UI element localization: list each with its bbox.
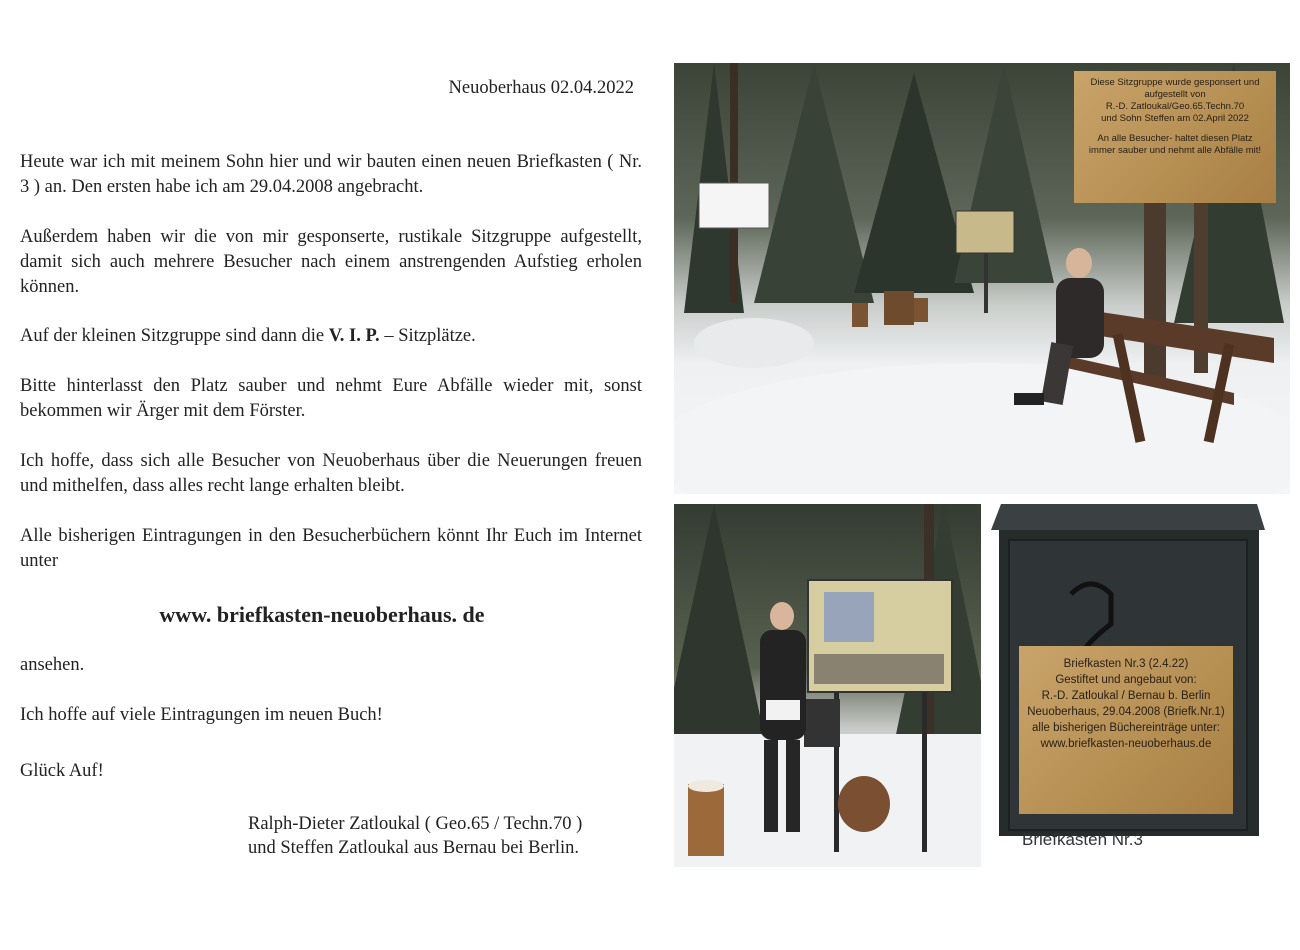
info-board-scene-illustration bbox=[674, 504, 981, 867]
mailbox-plaque-line-1: Briefkasten Nr.3 (2.4.22) bbox=[1063, 658, 1189, 670]
seating-group-plaque bbox=[1074, 71, 1276, 203]
photo-seating-group bbox=[674, 63, 1290, 494]
mailbox-caption: Briefkasten Nr.3 bbox=[1022, 830, 1143, 849]
seating-plaque-line-4: und Sohn Steffen am 02.April 2022 bbox=[1101, 113, 1249, 124]
website-url: www. briefkasten-neuoberhaus. de bbox=[159, 602, 485, 627]
date-line: Neuoberhaus 02.04.2022 bbox=[448, 78, 634, 98]
signature bbox=[248, 812, 668, 860]
signature-line-1: Ralph-Dieter Zatloukal ( Geo.65 / Techn.70 ) bbox=[248, 814, 583, 834]
seating-plaque-line-6: immer sauber und nehmt alle Abfälle mit! bbox=[1088, 145, 1262, 156]
mailbox-plaque-line-5: alle bisherigen Büchereinträge unter: bbox=[1032, 722, 1220, 734]
seating-plaque-line-2: aufgestellt von bbox=[1144, 89, 1206, 100]
vip-text-before: Auf der kleinen Sitzgruppe sind dann die bbox=[20, 326, 329, 346]
mailbox-plaque-line-6: www.briefkasten-neuoberhaus.de bbox=[1040, 738, 1212, 750]
seating-plaque-line-1: Diese Sitzgruppe wurde gesponsert und bbox=[1090, 77, 1260, 88]
photo-mailbox bbox=[991, 504, 1267, 840]
paragraph-keep-clean: Bitte hinterlasst den Platz sauber und nehmt Eure Abfälle wieder mit, sonst bekommen wir Ärger mit dem Förster. bbox=[20, 376, 642, 421]
mailbox-plaque bbox=[1019, 646, 1233, 814]
vip-bold-text: V. I. P. bbox=[328, 326, 380, 346]
mailbox-plaque-line-2: Gestiftet und angebaut von: bbox=[1055, 674, 1197, 686]
paragraph-new-book: Ich hoffe auf viele Eintragungen im neuen Buch! bbox=[20, 705, 383, 725]
paragraph-internet: Alle bisherigen Eintragungen in den Besucherbüchern könnt Ihr Euch im Internet unter bbox=[20, 526, 642, 571]
mailbox-plaque-line-3: R.-D. Zatloukal / Bernau b. Berlin bbox=[1041, 690, 1211, 702]
paragraph-hope: Ich hoffe, dass sich alle Besucher von Neuoberhaus über die Neuerungen freuen und mithelfen, dass alles recht lange erhalten bleibt. bbox=[20, 451, 642, 496]
vip-text-after: – Sitzplätze. bbox=[379, 326, 476, 346]
signature-line-2: und Steffen Zatloukal aus Bernau bei Berlin. bbox=[248, 838, 580, 858]
paragraph-new-mailbox: Heute war ich mit meinem Sohn hier und wir bauten einen neuen Briefkasten ( Nr. 3 ) an. Den ersten habe ich am 29.04.2008 angebracht. bbox=[20, 152, 642, 197]
mailbox-plaque-line-4: Neuoberhaus, 29.04.2008 (Briefk.Nr.1) bbox=[1027, 706, 1225, 718]
paragraph-view: ansehen. bbox=[20, 655, 85, 675]
photo-man-with-guestbook bbox=[674, 504, 981, 867]
paragraph-seating-group: Außerdem haben wir die von mir gesponserte, rustikale Sitzgruppe aufgestellt, damit sich auch mehrere Besucher nach einem anstrengenden Aufstieg erholen können. bbox=[20, 227, 642, 297]
seating-plaque-line-5: An alle Besucher- haltet diesen Platz bbox=[1097, 133, 1253, 144]
paragraph-vip-seats bbox=[20, 324, 642, 349]
seating-plaque-line-3: R.-D. Zatloukal/Geo.65.Techn.70 bbox=[1105, 101, 1245, 112]
greeting: Glück Auf! bbox=[20, 761, 104, 781]
